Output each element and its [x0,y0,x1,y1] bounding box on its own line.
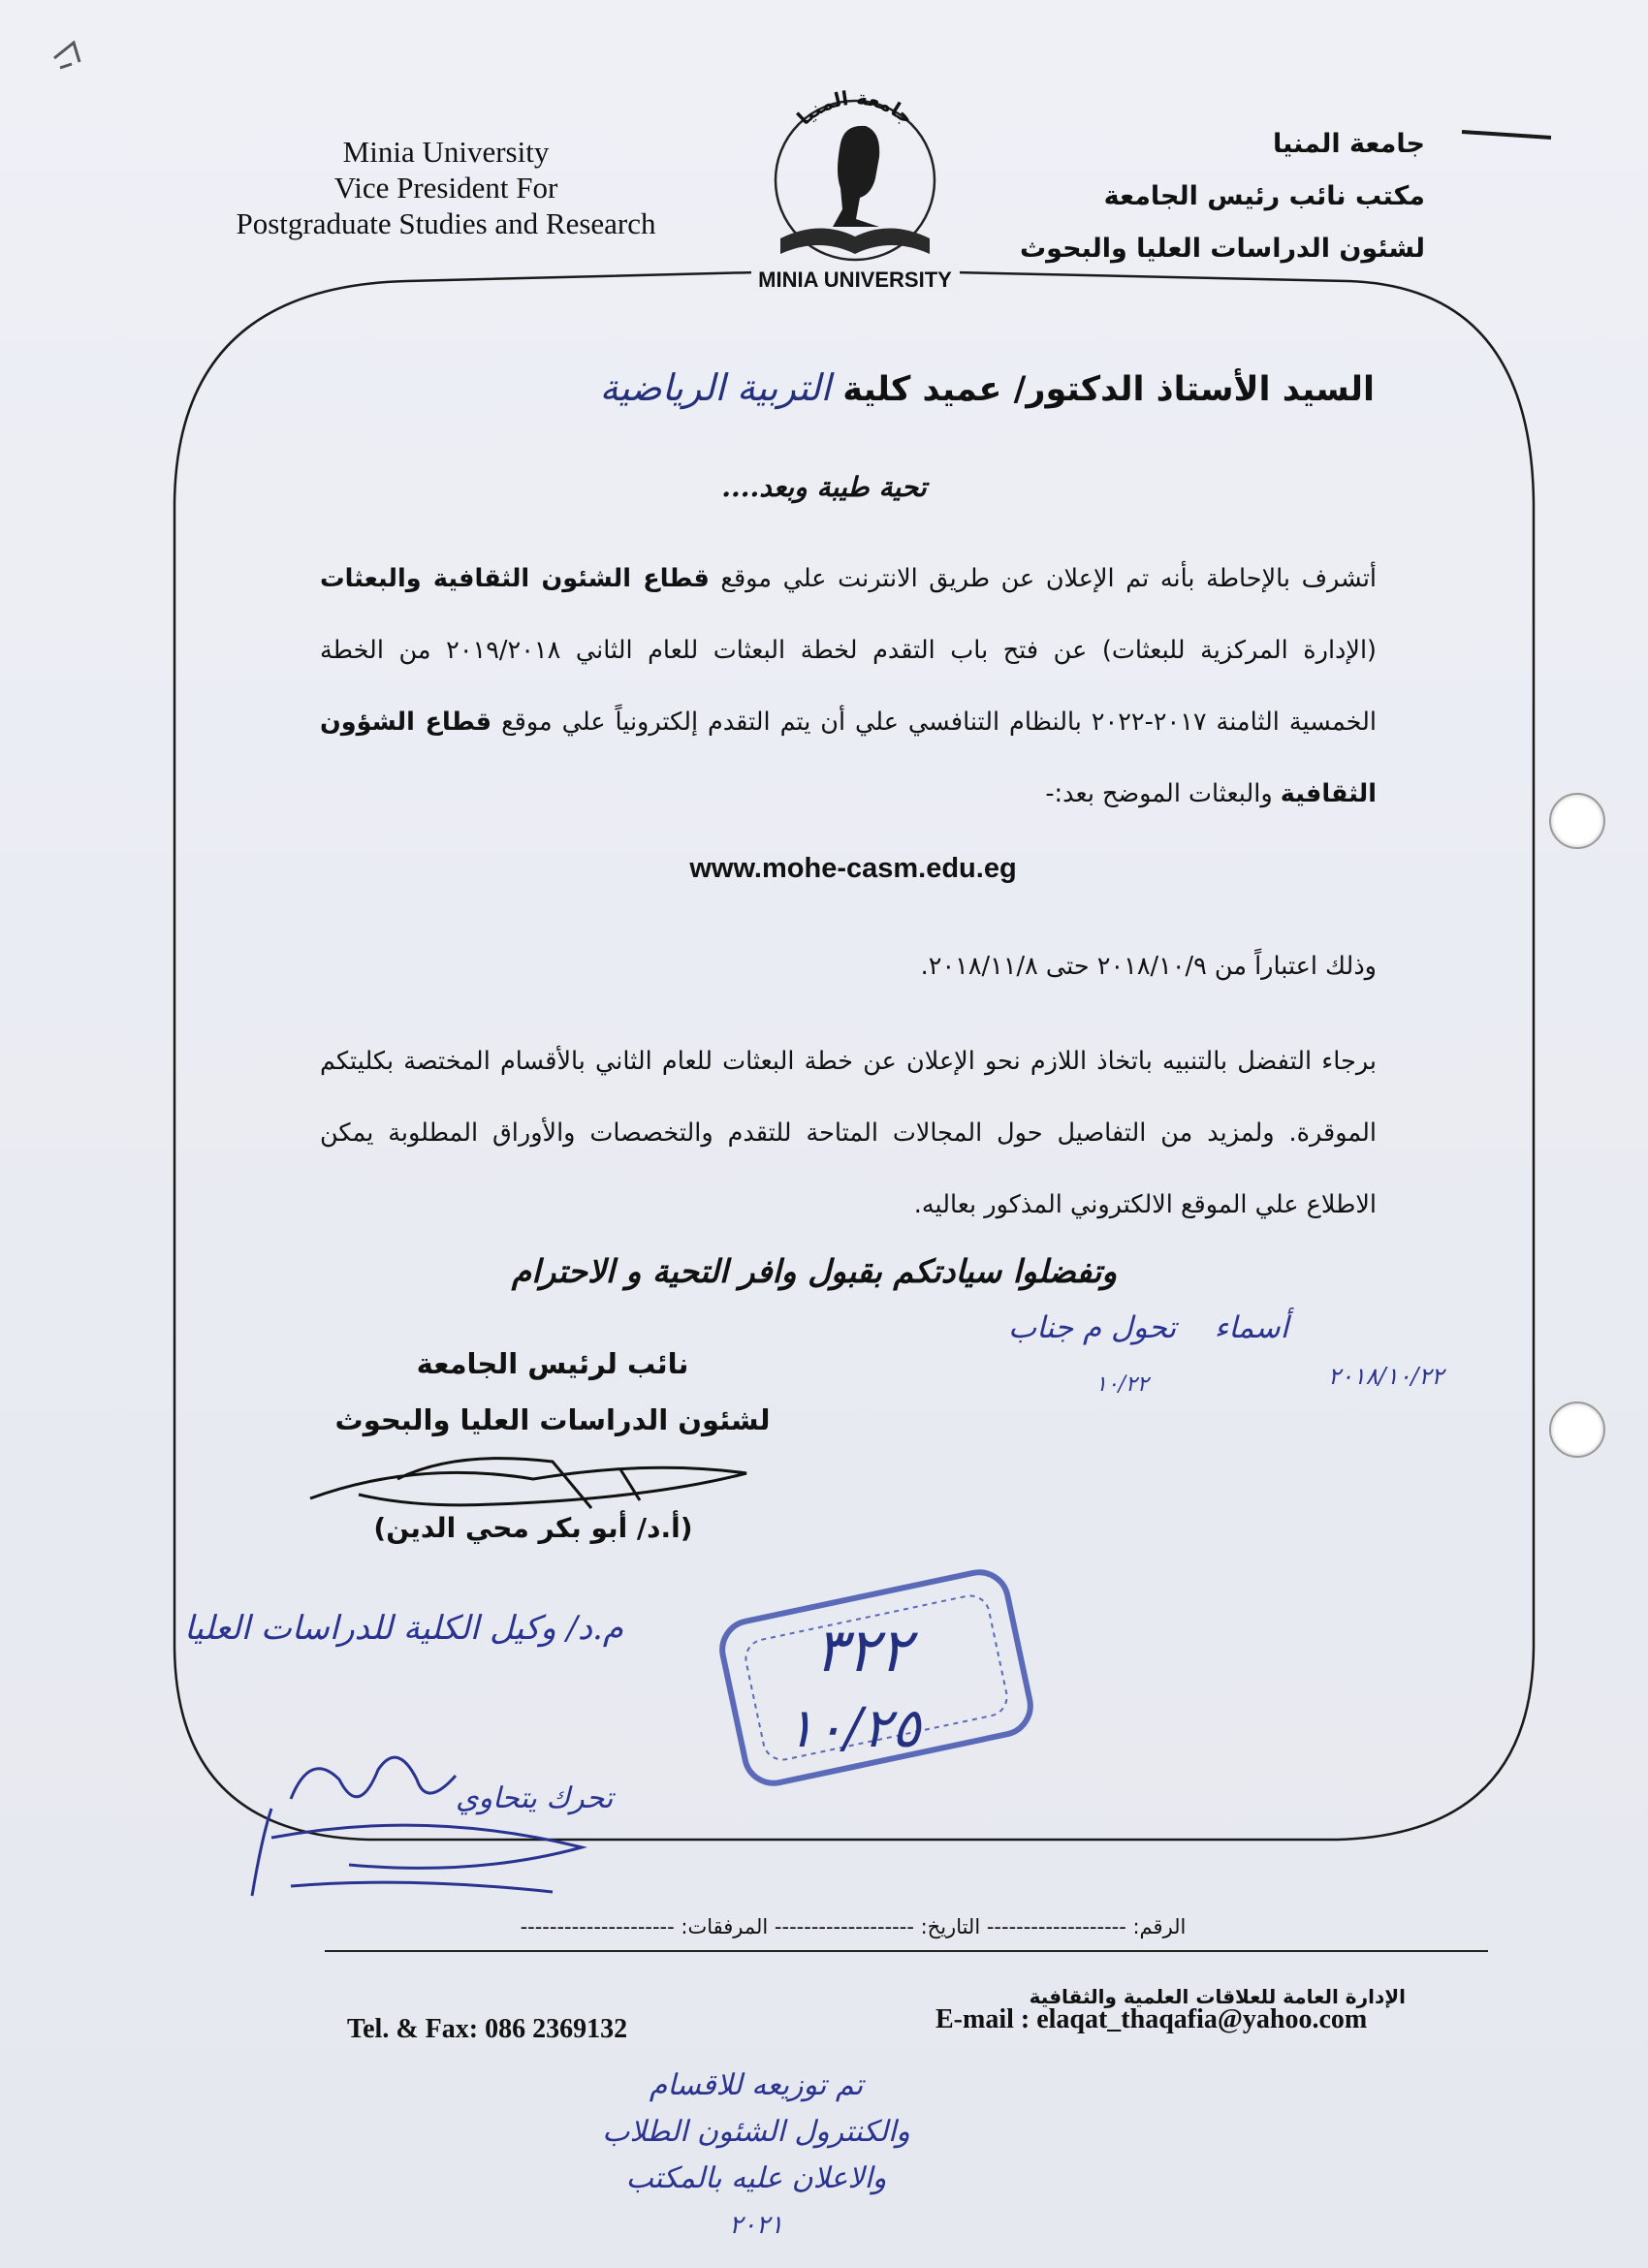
handwritten-signature [233,1692,679,1915]
hand-note-right-2: تحول م جناب [1008,1310,1177,1345]
header-en-line-3: Postgraduate Studies and Research [236,206,656,240]
university-logo [751,64,960,297]
handwritten-note-left: م.د/ وكيل الكلية للدراسات العليا [184,1609,623,1648]
logo-banner-text: MINIA UNIVERSITY [758,268,952,292]
corner-mark [54,43,79,68]
website-url: www.mohe-casm.edu.eg [689,853,1017,884]
top-right-line [1462,132,1551,138]
header-en-line-2: Vice President For [333,171,558,205]
bottom-note-line-4: ٢٠٢١ [729,2211,783,2240]
signatory-name: (أ.د/ أبو بكر محي الدين) [373,1512,693,1544]
footer-divider [325,1950,1488,1952]
header-ar-line-2: مكتب نائب رئيس الجامعة [1103,181,1425,211]
arabic-header [960,118,1425,275]
footer-fields: الرقم: ------------------- التاريخ: ------------------- المرفقات: --------------------- [520,1915,1187,1938]
received-stamp [717,1557,1047,1799]
paragraph-dates: وذلك اعتباراً من ٢٠١٨/١٠/٩ حتى ٢٠١٨/١١/٨. [920,952,1377,981]
nefertiti-icon [833,126,879,227]
signatory-title-1: نائب لرئيس الجامعة [416,1347,689,1380]
book-icon [780,228,930,254]
greeting: تحية طيبة وبعد.... [721,471,927,503]
signatory-title [320,1336,785,1448]
hand-note-right-small: ١٠/٢٢ [1095,1372,1149,1397]
handwritten-bottom-note [504,2063,1008,2249]
bottom-note-line-3: والاعلان عليه بالمكتب [625,2161,887,2195]
recipient-printed: السيد الأستاذ الدكتور/ عميد كلية [842,370,1375,409]
header-ar-line-1: جامعة المنيا [1272,129,1425,159]
handwritten-note-right [1008,1310,1288,1345]
signatory-title-2: لشئون الدراسات العليا والبحوث [334,1403,771,1436]
punch-hole-bottom [1549,1402,1605,1458]
closing-line: وتفضلوا سيادتكم بقبول وافر التحية و الاحترام [511,1252,1118,1290]
p1-bold-1: قطاع الشئون الثقافية والبعثات [320,564,710,593]
hand-note-right-1: أسماء [1214,1310,1289,1345]
stamp-date: ١٠/٢٥ [785,1697,921,1760]
logo-arc-text: جامعة المنيا [792,85,919,130]
english-header [213,134,679,241]
punch-hole-top [1549,793,1605,849]
stamp-number: ٣٢٢ [814,1615,911,1685]
recipient-line [600,366,1375,409]
hand-note-left-2: تحرك يتحاوي [456,1781,614,1815]
bottom-note-line-1: تم توزيعه للاقسام [649,2068,864,2102]
paragraph-announcement [320,543,1377,830]
p1-text-1: أتشرف بالإحاطة بأنه تم الإعلان عن طريق الانترنت علي موقع [720,564,1377,593]
p1-bold-2: قطاع الشؤون الثقافية [320,708,1377,808]
paragraph-request: برجاء التفضل بالتنبيه باتخاذ اللازم نحو الإعلان عن خطة البعثات للعام الثاني بالأقسام المختصة بكليتكم الموقرة. ولمزيد من التفاصيل حول المجالات المتاحة للتقدم والتخصصات والأوراق المطلوبة يمكن الاطلاع علي الموقع الالكتروني المذكور بعاليه. [320,1047,1377,1219]
header-en-line-1: Minia University [342,135,550,169]
p1-text-2: (الإدارة المركزية للبعثات) عن فتح باب التقدم لخطة البعثات للعام الثاني ٢٠١٩/٢٠١٨ من الخطة الخمسية الثامنة ٢٠١٧-٢٠٢٢ بالنظام التنافسي علي أن يتم التقدم إلكترونياً علي موقع [320,636,1378,737]
footer-telephone: Tel. & Fax: 086 2369132 [347,2014,628,2044]
header-ar-line-3: لشئون الدراسات العليا والبحوث [1020,234,1425,264]
bottom-note-line-2: والكنترول الشئون الطلاب [602,2115,910,2149]
footer-email: E-mail : elaqat_thaqafia@yahoo.com [935,2004,1368,2034]
footer-department: الإدارة العامة للعلاقات العلمية والثقافية [1029,1985,1406,2008]
hand-note-right-date: ٢٠١٨/١٠/٢٢ [1328,1363,1444,1390]
recipient-handwritten: التربية الرياضية [599,366,832,409]
p1-text-3: والبعثات الموضح بعد:- [1045,779,1273,808]
